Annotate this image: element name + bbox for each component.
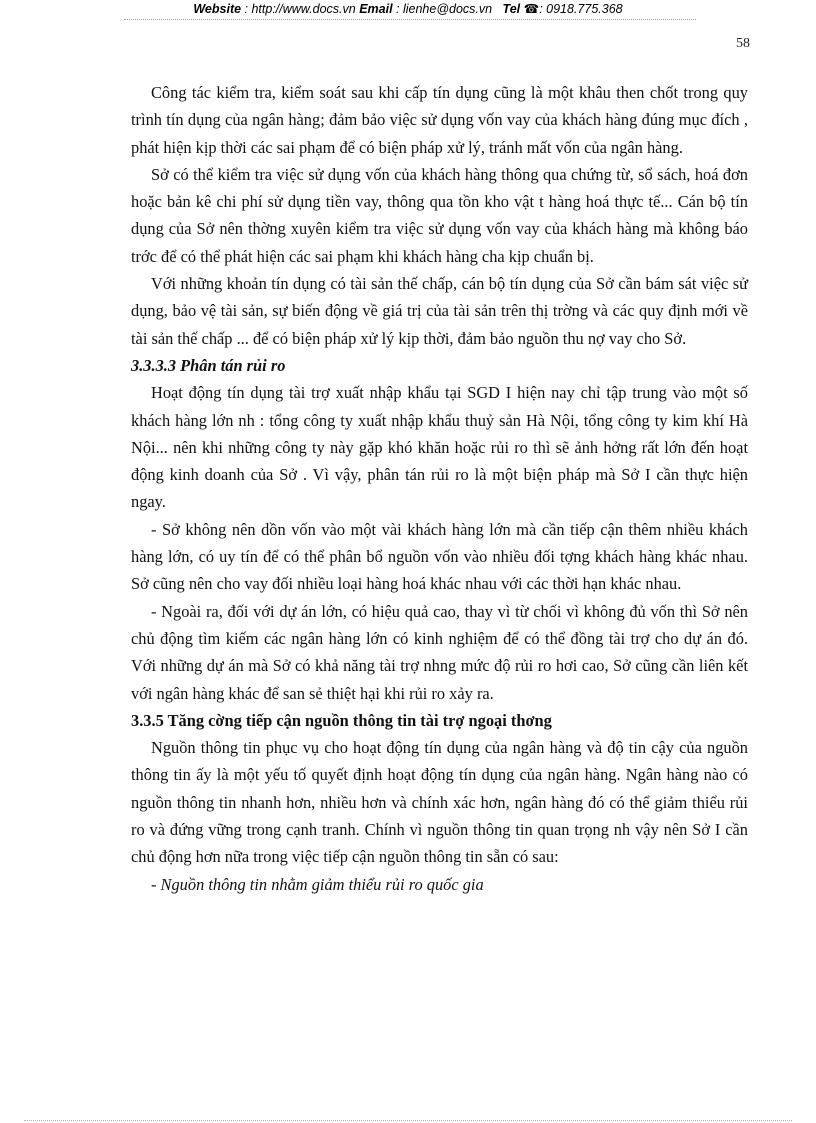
page-number: 58 xyxy=(736,36,750,51)
paragraph-loan-usage-check: Sở có thể kiểm tra việc sử dụng vốn của khách hàng thông qua chứng từ, sổ sách, hoá đơn hoặc bản kê chi phí sử dụng tiền vay, thông qua tồn kho vật t hàng hoá thực tế... Cán bộ tín dụng của Sở nên thờng xuyên kiểm tra việc sử dụng vốn vay của khách hàng mà không báo trớc để có thể phát hiện các sai phạm khi khách hàng cha kịp chuẩn bị. xyxy=(131,164,748,266)
paragraph-diversify-clients: - Sở không nên dồn vốn vào một vài khách hàng lớn mà cần tiếp cận thêm nhiều khách hàng lớn, có uy tín để có thể phân bổ nguồn vốn vào nhiều đối tợng khách hàng khác nhau. Sở cũng nên cho vay đối nhiều loại hàng hoá khác nhau với các thời hạn khác nhau. xyxy=(131,519,748,594)
footer-divider xyxy=(24,1120,792,1121)
website-label: Website xyxy=(193,2,242,16)
bullet-country-risk: - Nguồn thông tin nhằm giảm thiểu rủi ro quốc gia xyxy=(151,874,484,894)
paragraph-information-sources: Nguồn thông tin phục vụ cho hoạt động tín dụng của ngân hàng và độ tin cậy của nguồn thông tin ấy là một yếu tố quyết định hoạt động tín dụng của ngân hàng. Ngân hàng nào có nguồn thông tin nhanh hơn, nhiều hơn và chính xác hơn, ngân hàng đó có thể giảm thiểu rủi ro và đứng vững trong cạnh tranh. Chính vì nguồn thông tin quan trọng nh vậy nên Sở I cần chủ động hơn nữa trong việc tiếp cận nguồn thông tin sẵn có sau: xyxy=(131,738,748,867)
website-separator: : xyxy=(241,2,252,16)
paragraph-risk-concentration: Hoạt động tín dụng tài trợ xuất nhập khẩu tại SGD I hiện nay chỉ tập trung vào một số khách hàng lớn nh : tổng công ty xuất nhập khẩu thuỷ sản Hà Nội, tổng công ty kim khí Hà Nội... nên khi những công ty này gặp khó khăn hoặc rủi ro thì sẽ ảnh hởng rất lớn đến hoạt động kinh doanh của Sở . Vì vậy, phân tán rủi ro là một biện pháp mà Sở I cần thực hiện ngay. xyxy=(131,383,748,512)
tel-number: : 0918.775.368 xyxy=(539,2,623,16)
paragraph-collateral: Với những khoản tín dụng có tài sản thế chấp, cán bộ tín dụng của Sở cần bám sát việc sử dụng, bảo vệ tài sản, sự biến động về giá trị của tài sản trên thị trờng và các quy định mới về tài sản thế chấp ... để có biện pháp xử lý kịp thời, đảm bảo nguồn thu nợ vay cho Sở. xyxy=(131,274,748,348)
email-separator: : xyxy=(392,2,403,16)
page-header xyxy=(0,0,816,20)
email-address[interactable]: lienhe@docs.vn xyxy=(402,2,493,16)
header-divider xyxy=(124,19,696,20)
email-label: Email xyxy=(359,2,393,16)
phone-icon: ☎ xyxy=(523,2,540,16)
document-body xyxy=(131,79,748,898)
tel-label: Tel xyxy=(502,2,521,16)
paragraph-credit-control: Công tác kiểm tra, kiểm soát sau khi cấp tín dụng cũng là một khâu then chốt trong quy trình tín dụng của ngân hàng; đảm bảo việc sử dụng vốn vay của khách hàng đúng mục đích , phát hiện kịp thời các sai phạm để có biện pháp xử lý, tránh mất vốn của ngân hàng. xyxy=(131,83,748,157)
website-url[interactable]: http://www.docs.vn xyxy=(251,2,356,16)
section-heading-335: 3.3.5 Tăng cờng tiếp cận nguồn thông tin tài trợ ngoại thơng xyxy=(131,710,552,730)
section-heading-3333: 3.3.3.3 Phân tán rủi ro xyxy=(131,355,286,375)
paragraph-co-financing: - Ngoài ra, đối với dự án lớn, có hiệu quả cao, thay vì từ chối vì không đủ vốn thì Sở nên chủ động tìm kiếm các ngân hàng lớn có kinh nghiệm để có thể đồng tài trợ cho dự án đó. Với những dự án mà Sở có khả năng tài trợ nhng mức độ rủi ro hơi cao, Sở cũng cần liên kết với ngân hàng khác để san sẻ thiệt hại khi rủi ro xảy ra. xyxy=(131,601,748,703)
